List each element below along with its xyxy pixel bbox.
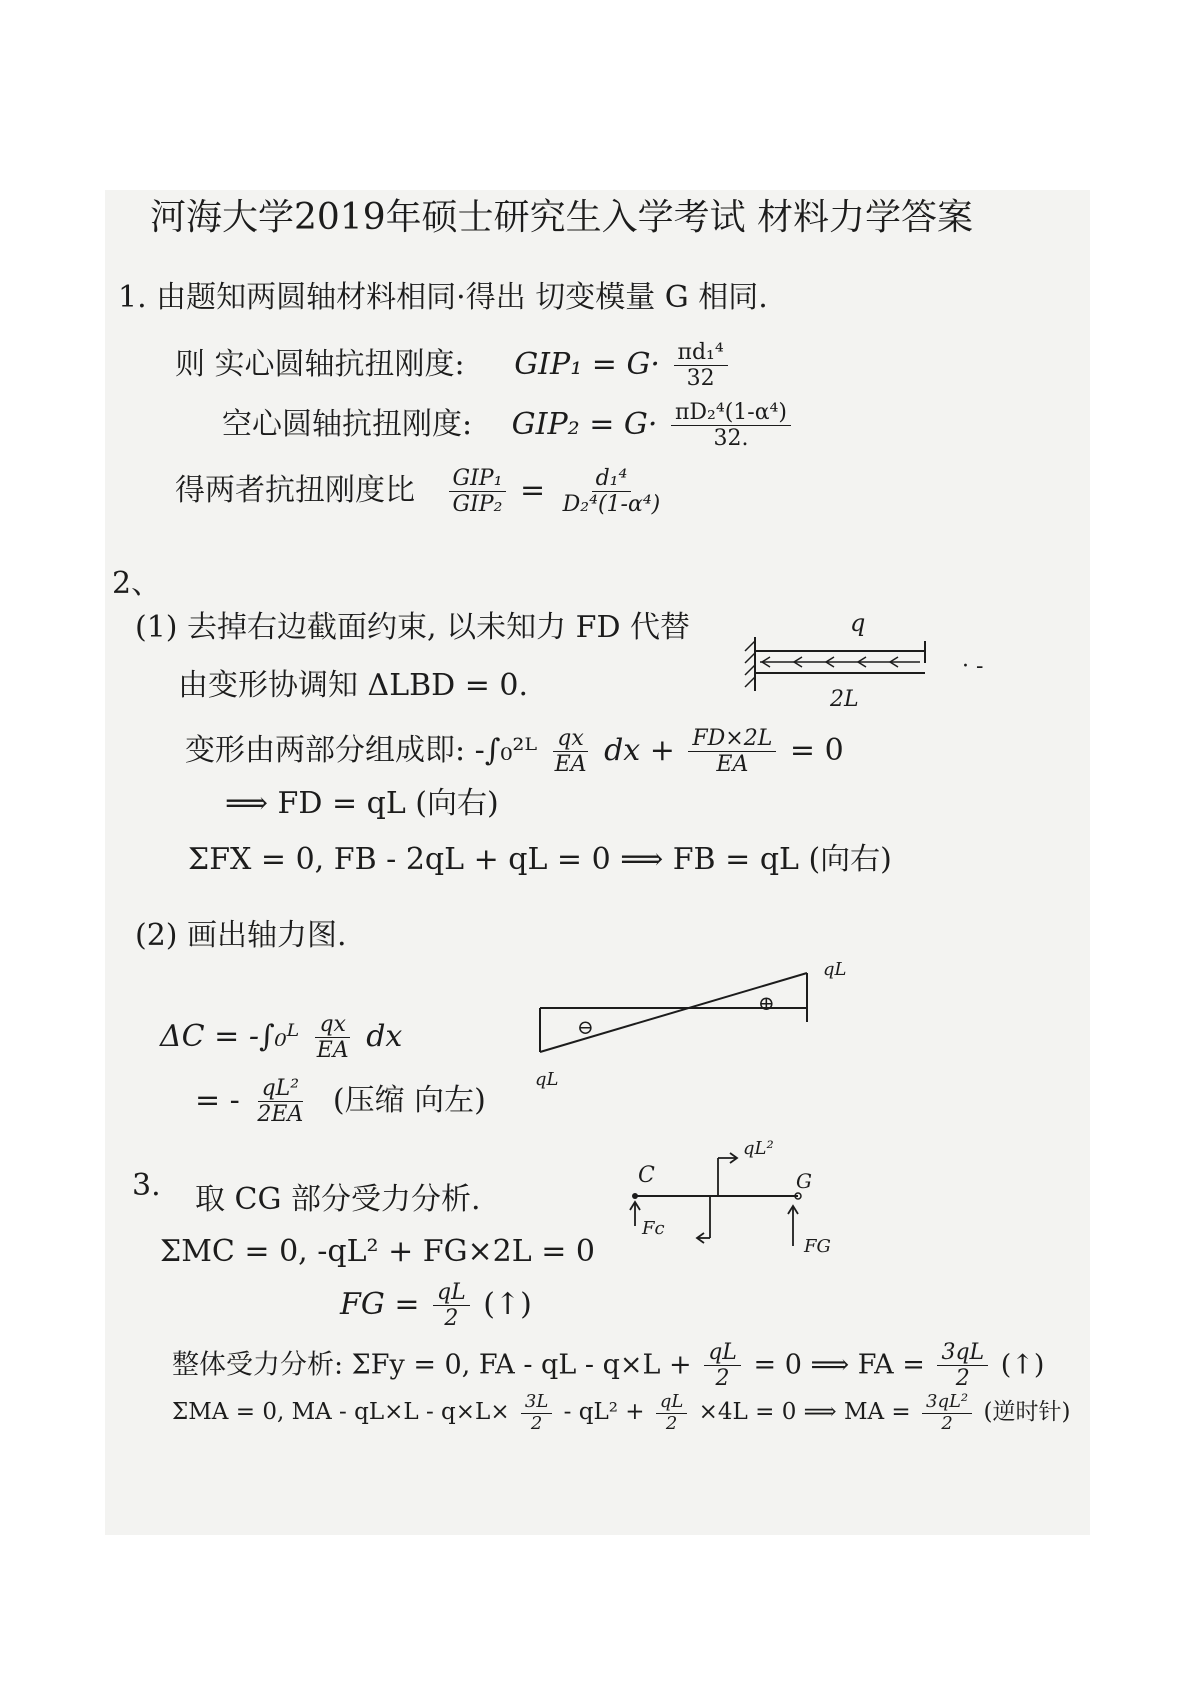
q3-line5-frac2 (656, 1392, 687, 1434)
q1-ratio-denominator-1: GIP₂ (452, 492, 503, 518)
fig3-fc-label: Fc (642, 1218, 665, 1239)
q2-part1-line2: 由变形协调知 ΔLBD = 0. (178, 668, 529, 703)
q1-ratio-denominator-2: D₂⁴(1-α⁴) (562, 492, 661, 518)
q1-statement: 1. 由题知两圆轴材料相同·得出 切变模量 G 相同. (118, 280, 768, 315)
fig2-top-label: qL (823, 960, 847, 980)
fig1-q-label: q (850, 609, 866, 637)
fig3-ql2-label: qL² (743, 1138, 774, 1159)
q2-dc2-den: 2EA (257, 1102, 304, 1128)
q1-solid-denominator: 32 (686, 366, 715, 392)
q3-line4-frac1 (704, 1340, 741, 1392)
q2-frac2-den: EA (716, 752, 749, 778)
q2-part1-line3 (185, 726, 844, 778)
q3-fg-direction: (↑) (483, 1286, 532, 1322)
positive-sign: ⊕ (758, 991, 775, 1015)
q3-number: 3. (132, 1168, 161, 1203)
q1-hollow-lhs: GIP₂ = G· (511, 406, 658, 442)
fig2-bottom-label: qL (535, 1069, 559, 1090)
q3-line3 (340, 1280, 532, 1332)
q1-ratio-line (175, 466, 668, 518)
q2-dx-plus: dx + (604, 732, 675, 768)
q3-fg-lhs: FG = (340, 1286, 420, 1322)
q2-delta-c-integral: ΔC = -∫₀ᴸ (160, 1018, 300, 1054)
q3-line1: 取 CG 部分受力分析. (195, 1182, 481, 1217)
q1-hollow-fraction (671, 400, 791, 452)
q2-part1-line5: ΣFX = 0, FB - 2qL + qL = 0 ⟹ FB = qL (向右) (188, 842, 892, 877)
q1-solid-fraction (674, 340, 728, 392)
q1-ratio-label: 得两者抗扭刚度比 (175, 472, 415, 508)
q2-frac2-num: FD×2L (688, 726, 776, 752)
q1-hollow-label: 空心圆轴抗扭刚度: (222, 406, 473, 442)
q3-line5-c: ×4L = 0 ⟹ MA = (698, 1399, 911, 1426)
q2-part1-line4: ⟹ FD = qL (向右) (225, 786, 499, 821)
q1-ratio-fraction-2 (559, 466, 665, 518)
q2-dc2-fraction (253, 1076, 307, 1128)
q3-line4-c: (↑) (1000, 1349, 1045, 1381)
q2-dc-den: EA (316, 1038, 349, 1064)
fig1-dots-text: · - (962, 654, 984, 679)
q2-equals-zero: = 0 (789, 732, 844, 768)
q3-free-body-diagram (610, 1130, 870, 1270)
q3-line2: ΣMC = 0, -qL² + FG×2L = 0 (160, 1234, 595, 1269)
q3-line4 (172, 1340, 1044, 1392)
q2-number: 2、 (112, 566, 162, 601)
q2-delta-c-fraction (313, 1012, 353, 1064)
q3-l5f3-den: 2 (941, 1412, 953, 1434)
q2-part1-line1: (1) 去掉右边截面约束, 以未知力 FD 代替 (135, 610, 691, 645)
q1-solid-numerator: πd₁⁴ (674, 340, 728, 366)
q3-line5-d: (逆时针) (983, 1399, 1071, 1426)
q2-fraction-qx-ea (551, 726, 591, 778)
q3-l5f2-den: 2 (665, 1412, 678, 1434)
q3-line5 (172, 1392, 1070, 1434)
q1-ratio-equals: = (519, 472, 546, 508)
q2-delta-c-line1 (160, 1012, 402, 1064)
q2-dc2-note: (压缩 向左) (332, 1082, 486, 1118)
q3-l5f1-den: 2 (530, 1412, 543, 1434)
q2-dc2-prefix: = - (195, 1082, 240, 1118)
q3-l4f2-num: 3qL (937, 1340, 988, 1366)
q3-line4-b: = 0 ⟹ FA = (753, 1349, 925, 1381)
q1-solid-label: 则 实心圆轴抗扭刚度: (175, 346, 465, 382)
q3-fg-num: qL (433, 1280, 470, 1306)
point-c (632, 1193, 638, 1199)
q3-fg-den: 2 (444, 1306, 459, 1332)
q1-hollow-numerator: πD₂⁴(1-α⁴) (671, 400, 791, 426)
q2-delta-c-line2 (195, 1076, 486, 1128)
q3-line4-a: 整体受力分析: ΣFy = 0, FA - qL - q×L + (172, 1349, 692, 1381)
q2-part2-line1: (2) 画出轴力图. (135, 918, 347, 953)
q2-dc-num: qx (315, 1012, 350, 1038)
q3-l5f1-num: 3L (521, 1392, 552, 1414)
couple-arrows (697, 1153, 737, 1243)
q3-l4f2-den: 2 (955, 1366, 970, 1392)
fig3-fg-label: FG (804, 1236, 831, 1257)
q3-fg-fraction (433, 1280, 470, 1332)
negative-sign: ⊖ (577, 1015, 594, 1039)
q2-axial-force-diagram (525, 960, 865, 1100)
q1-hollow-denominator: 32. (713, 426, 749, 452)
q3-l5f3-num: 3qL² (922, 1392, 972, 1414)
document-title: 河海大学2019年硕士研究生入学考试 材料力学答案 (150, 197, 974, 238)
q3-l4f1-den: 2 (715, 1366, 730, 1392)
q2-deformation-integral: 变形由两部分组成即: -∫₀²ᴸ (185, 732, 538, 768)
q2-frac1-num: qx (553, 726, 588, 752)
q3-line5-frac1 (521, 1392, 552, 1434)
q3-l4f1-num: qL (704, 1340, 741, 1366)
q2-frac1-den: EA (554, 752, 587, 778)
q2-dc2-num: qL² (258, 1076, 304, 1102)
wall-hatch (745, 641, 755, 687)
q3-line4-frac2 (937, 1340, 988, 1392)
fig1-length-label: 2L (830, 687, 859, 712)
q1-ratio-fraction-1 (449, 466, 507, 518)
q1-hollow-shaft-line (222, 400, 795, 452)
fig3-g-label: G (796, 1169, 812, 1193)
q1-solid-shaft-line (175, 340, 732, 392)
q3-line5-a: ΣMA = 0, MA - qL×L - q×L× (172, 1399, 510, 1426)
q2-fraction-fd (688, 726, 776, 778)
q3-line5-frac3 (922, 1392, 972, 1434)
q1-ratio-numerator-2: d₁⁴ (592, 466, 632, 492)
q1-solid-lhs: GIP₁ = G· (514, 346, 660, 382)
q3-l5f2-num: qL (656, 1392, 687, 1414)
q2-dc-dx: dx (366, 1018, 403, 1054)
fig3-c-label: C (638, 1163, 655, 1188)
q3-line5-b: - qL² + (563, 1399, 645, 1426)
q1-ratio-numerator-1: GIP₁ (449, 466, 507, 492)
